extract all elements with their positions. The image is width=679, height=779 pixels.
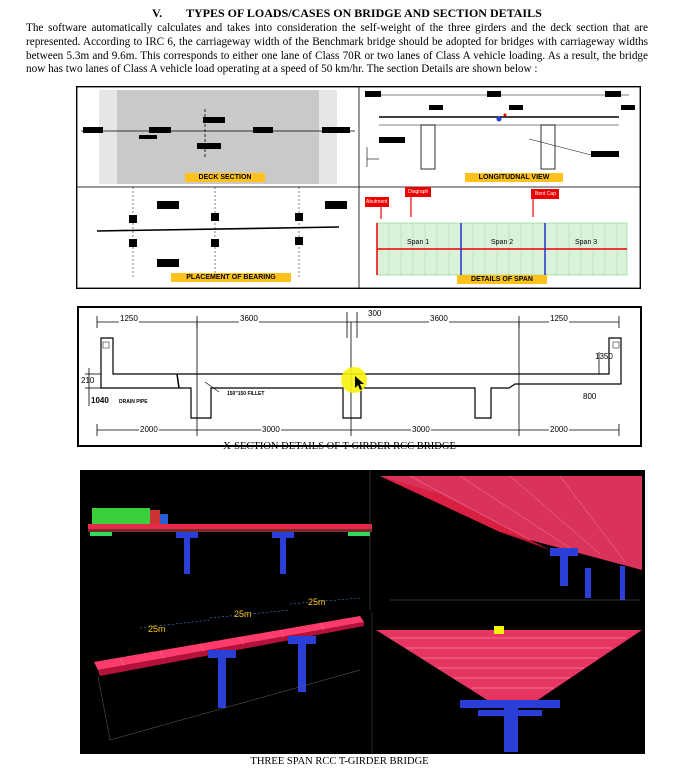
dim-top-1250-left: 1250 — [120, 314, 138, 323]
render-end-view — [372, 612, 642, 754]
deck-section-label: DECK SECTION — [185, 173, 265, 182]
dim-210: 210 — [81, 376, 95, 385]
fillet-label: 150"150 FILLET — [227, 391, 265, 397]
dim-top-300: 300 — [368, 309, 382, 318]
dim-top-3600-right: 3600 — [430, 314, 448, 323]
span-callout-abutment: Abutment — [366, 199, 388, 205]
longitudinal-view-label: LONGITUDNAL VIEW — [465, 173, 563, 182]
dim-bottom-2000-left: 2000 — [140, 425, 158, 434]
span-details-label: DETAILS OF SPAN — [457, 275, 547, 284]
span-callout-diaphragm: Diagraph — [408, 189, 429, 195]
span-panel — [359, 187, 640, 288]
span-length-label-1: 25m — [148, 624, 166, 634]
render-side-elevation — [88, 508, 372, 574]
dim-top-1250-right: 1250 — [550, 314, 568, 323]
section-number: V. — [152, 6, 163, 20]
three-span-caption: THREE SPAN RCC T-GIRDER BRIDGE — [250, 756, 429, 767]
bearing-label: PLACEMENT OF BEARING — [171, 273, 291, 282]
figure-section-details — [76, 86, 641, 289]
section-paragraph: The software automatically calculates and takes into consideration the self-weight of the three girders and the deck section that are represented. According to IRC 6, the carriageway width of the Benchmark bridge should be adopted for bridges with carriageway widths between 5.3m and 9.6m. This corresponds to either one lane of Class 70R or two lanes of Class A vehicle loading. As a result, the bridge now has two lanes of Class A vehicle load operating at a speed of 50 km/hr. The section Details are shown below : — [26, 22, 648, 76]
longitudinal-view-panel — [359, 87, 640, 187]
span-length-label-2: 25m — [234, 609, 252, 619]
section-title: TYPES OF LOADS/CASES ON BRIDGE AND SECTION DETAILS — [186, 6, 542, 20]
dim-800: 800 — [583, 392, 597, 401]
span-length-label-3: 25m — [308, 597, 326, 607]
render-perspective-top — [370, 470, 642, 610]
x-section-caption: X-SECTION DETAILS OF T-GIRDER RCC BRIDGE — [223, 441, 456, 452]
span-2-label: Span 2 — [491, 239, 514, 246]
dim-1040: 1040 — [91, 396, 109, 405]
dim-bottom-2000-right: 2000 — [550, 425, 568, 434]
span-1-label: Span 1 — [407, 239, 430, 246]
dim-bottom-3000-right: 3000 — [412, 425, 430, 434]
figure-3d-model — [80, 470, 645, 754]
dim-bottom-3000-left: 3000 — [262, 425, 280, 434]
span-3-label: Span 3 — [575, 239, 598, 246]
render-perspective-bridge — [94, 598, 364, 740]
span-callout-bent-cap: Bent Cap — [535, 191, 556, 197]
drain-pipe-label: DRAIN PIPE — [119, 399, 148, 405]
figure-x-section — [77, 306, 642, 447]
dim-top-3600-left: 3600 — [240, 314, 258, 323]
deck-section-panel — [77, 87, 359, 187]
model-renders — [80, 470, 645, 754]
dim-1350: 1350 — [595, 352, 613, 361]
